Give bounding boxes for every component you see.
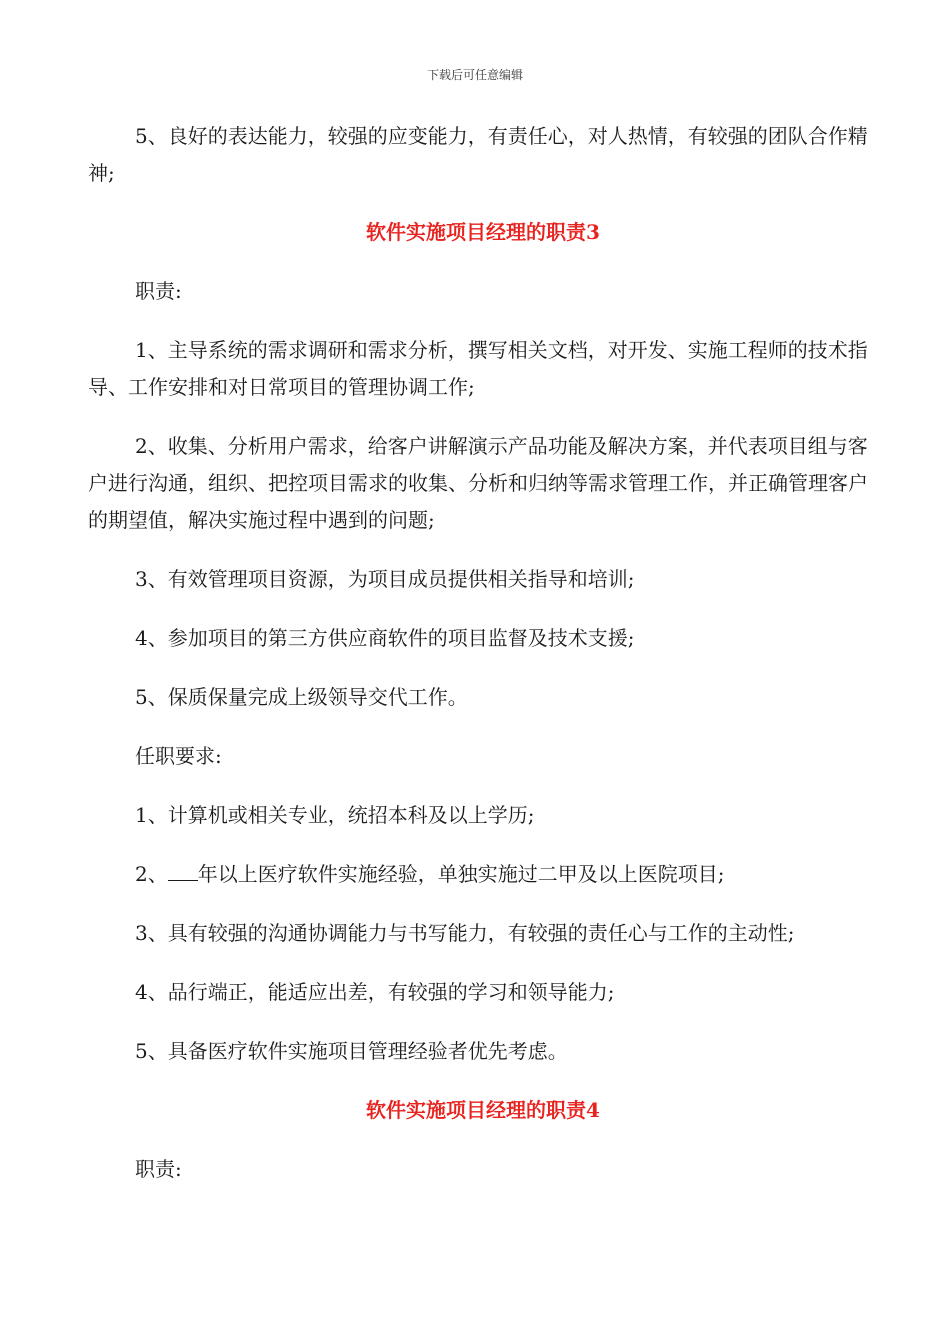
requirement-item-2: [88, 856, 878, 893]
requirements-label: 任职要求:: [135, 744, 222, 768]
duty-item-5: 5、保质保量完成上级领导交代工作。: [135, 685, 468, 709]
document-body: [88, 118, 878, 1188]
blank-underline: [168, 858, 198, 881]
page-header: 下载后可任意编辑: [426, 68, 523, 82]
section-3-title: 软件实施项目经理的职责3: [366, 220, 600, 244]
intro-item: 5、良好的表达能力，较强的应变能力，有责任心，对人热情，有较强的团队合作精神;: [88, 124, 868, 185]
requirement-item-1: 1、计算机或相关专业，统招本科及以上学历;: [135, 803, 535, 827]
requirement-item-2-prefix: 2、: [135, 862, 168, 886]
duty-item-1: 1、主导系统的需求调研和需求分析，撰写相关文档，对开发、实施工程师的技术指导、工作安排和对日常项目的管理协调工作;: [88, 338, 868, 399]
duty-item-3: 3、有效管理项目资源，为项目成员提供相关指导和培训;: [135, 567, 635, 591]
section-4-title: 软件实施项目经理的职责4: [366, 1098, 600, 1122]
section-3-duties-label: 职责:: [135, 279, 182, 303]
requirement-item-5: 5、具备医疗软件实施项目管理经验者优先考虑。: [135, 1039, 568, 1063]
duty-item-2: 2、收集、分析用户需求，给客户讲解演示产品功能及解决方案，并代表项目组与客户进行沟通，组织、把控项目需求的收集、分析和归纳等需求管理工作，并正确管理客户的期望值，解决实施过程中遇到的问题;: [88, 434, 868, 532]
requirement-item-3: 3、具有较强的沟通协调能力与书写能力，有较强的责任心与工作的主动性;: [135, 921, 795, 945]
duty-item-4: 4、参加项目的第三方供应商软件的项目监督及技术支援;: [135, 626, 635, 650]
section-4-duties-label: 职责:: [135, 1157, 182, 1181]
requirement-item-4: 4、品行端正，能适应出差，有较强的学习和领导能力;: [135, 980, 615, 1004]
requirement-item-2-text: 年以上医疗软件实施经验，单独实施过二甲及以上医院项目;: [197, 862, 725, 886]
